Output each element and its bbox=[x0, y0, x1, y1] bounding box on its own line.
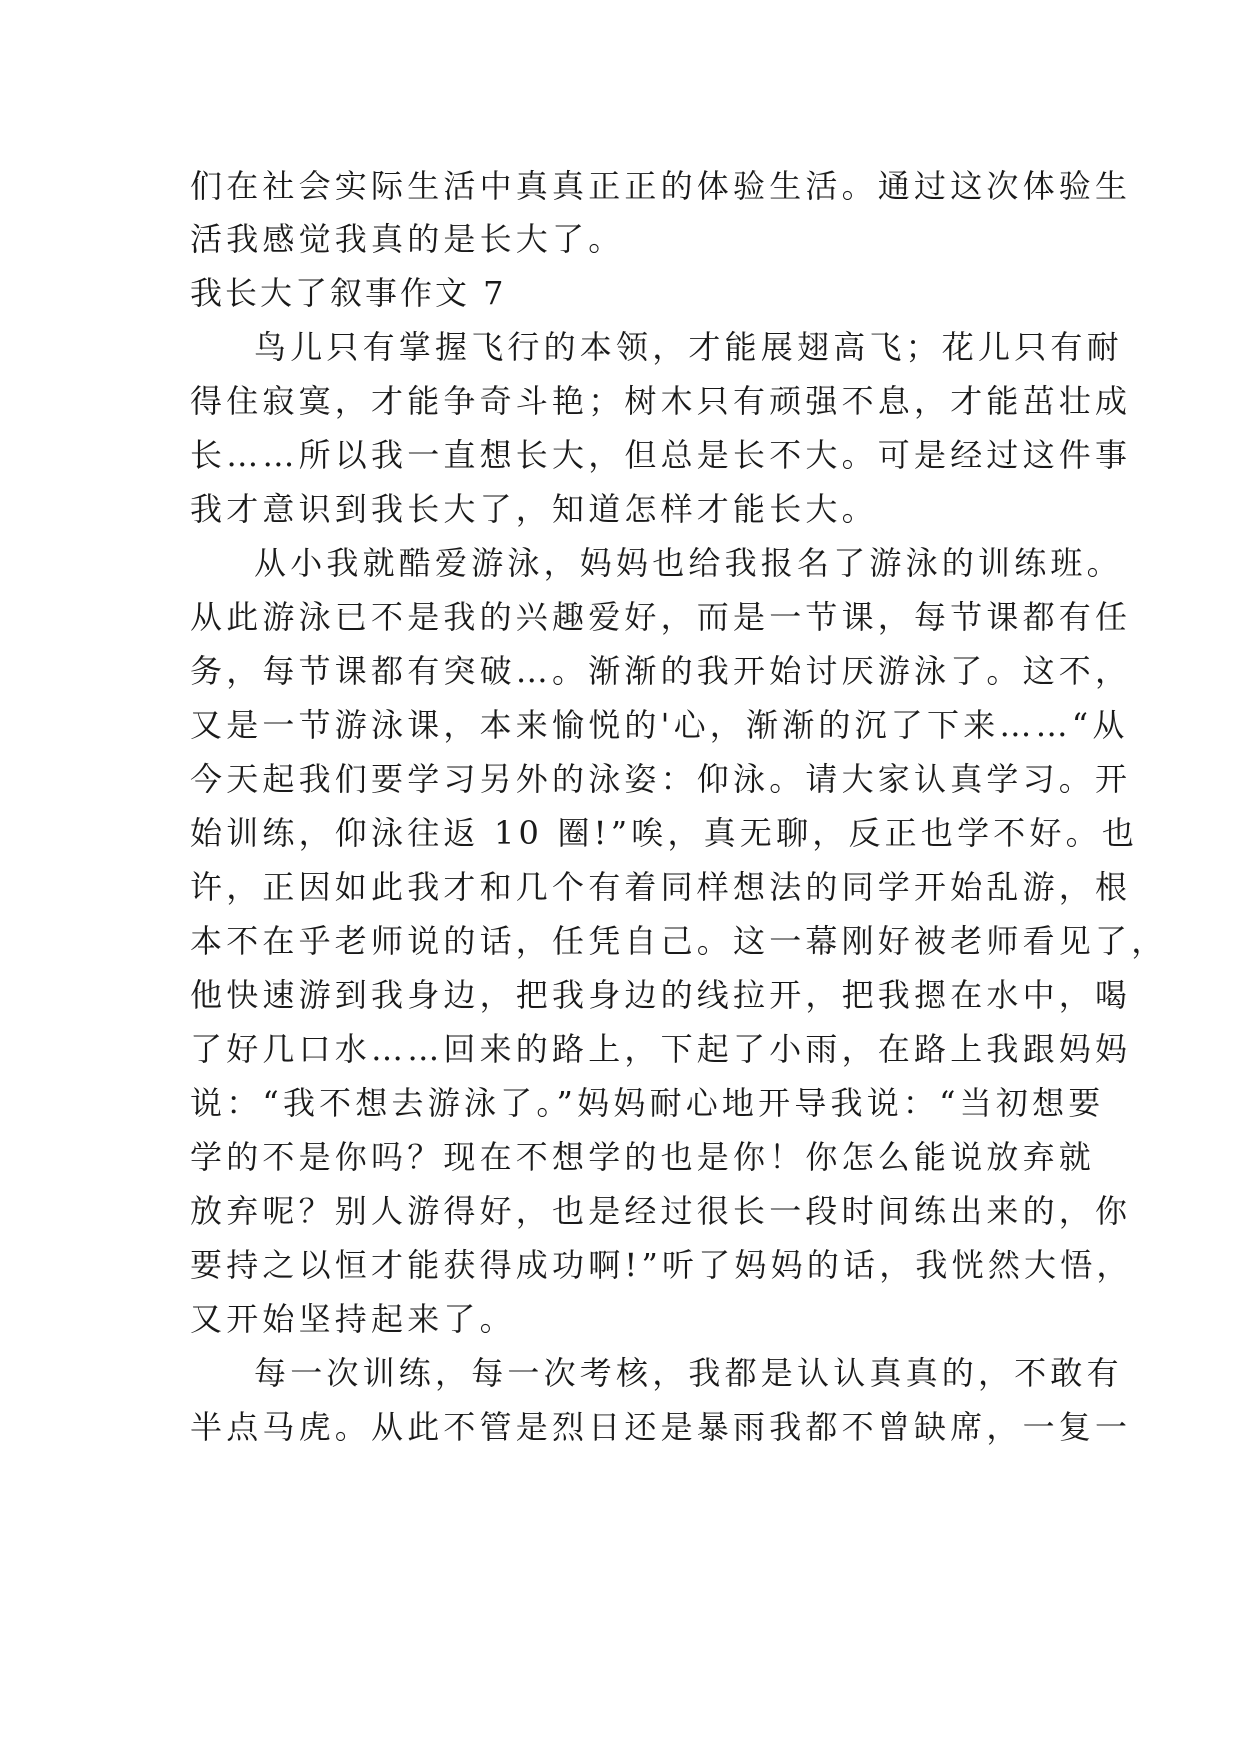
text-line: 从此游泳已不是我的兴趣爱好，而是一节课，每节课都有任 bbox=[190, 598, 1132, 636]
text-line: 今天起我们要学习另外的泳姿：仰泳。请大家认真学习。开 bbox=[190, 760, 1132, 798]
text-line: 了好几口水……回来的路上，下起了小雨，在路上我跟妈妈 bbox=[190, 1030, 1132, 1068]
text-line: 活我感觉我真的是长大了。 bbox=[190, 220, 625, 258]
text-line: 学的不是你吗？现在不想学的也是你！你怎么能说放弃就 bbox=[190, 1138, 1096, 1176]
text-line: 长……所以我一直想长大，但总是长不大。可是经过这件事 bbox=[190, 436, 1132, 474]
paragraph-first-line: 鸟儿只有掌握飞行的本领，才能展翅高飞；花儿只有耐 bbox=[254, 328, 1123, 366]
text-line: 又开始坚持起来了。 bbox=[190, 1300, 516, 1338]
text-line: 他快速游到我身边，把我身边的线拉开，把我摁在水中，喝 bbox=[190, 976, 1132, 1014]
text-line: 务，每节课都有突破…。渐渐的我开始讨厌游泳了。这不， bbox=[190, 652, 1132, 690]
text-line: 放弃呢？别人游得好，也是经过很长一段时间练出来的，你 bbox=[190, 1192, 1132, 1230]
text-line: 我才意识到我长大了，知道怎样才能长大。 bbox=[190, 490, 878, 528]
text-line: 本不在乎老师说的话，任凭自己。这一幕刚好被老师看见了， bbox=[190, 922, 1168, 960]
text-line: 许，正因如此我才和几个有着同样想法的同学开始乱游，根 bbox=[190, 868, 1132, 906]
section-heading: 我长大了叙事作文 7 bbox=[190, 274, 507, 312]
text-line: 要持之以恒才能获得成功啊!”听了妈妈的话，我恍然大悟， bbox=[190, 1246, 1133, 1284]
paragraph-first-line: 从小我就酷爱游泳，妈妈也给我报名了游泳的训练班。 bbox=[254, 544, 1123, 582]
text-line: 们在社会实际生活中真真正正的体验生活。通过这次体验生 bbox=[190, 167, 1132, 205]
text-line: 得住寂寞，才能争奇斗艳；树木只有顽强不息，才能茁壮成 bbox=[190, 382, 1132, 420]
text-line: 半点马虎。从此不管是烈日还是暴雨我都不曾缺席，一复一 bbox=[190, 1408, 1132, 1446]
paragraph-first-line: 每一次训练，每一次考核，我都是认认真真的，不敢有 bbox=[254, 1354, 1123, 1392]
text-line: 始训练，仰泳往返 10 圈!”唉，真无聊，反正也学不好。也 bbox=[190, 814, 1139, 852]
text-line: 说：“我不想去游泳了。”妈妈耐心地开导我说：“当初想要 bbox=[190, 1084, 1105, 1122]
text-line: 又是一节游泳课，本来愉悦的'心，渐渐的沉了下来……“从 bbox=[190, 706, 1129, 744]
